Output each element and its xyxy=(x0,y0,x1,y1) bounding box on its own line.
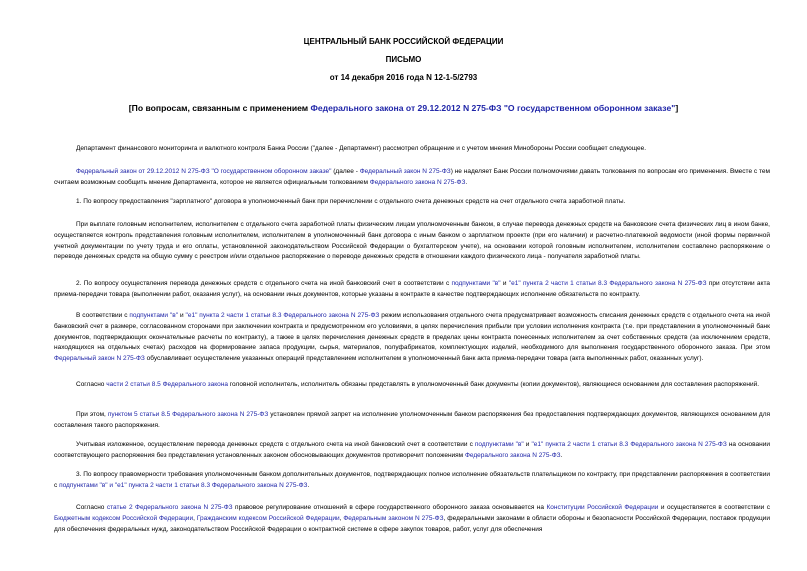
paragraph xyxy=(54,197,770,208)
paragraph-text: 1. По вопросу предоставления "зарплатного" договора в уполномоченный банк при перечислении с отдельного счета денежных средств на счет отдельного счета заработной платы. xyxy=(76,198,626,205)
subject-suffix: ] xyxy=(675,103,679,113)
paragraph-text: , xyxy=(193,514,197,522)
law-reference-link[interactable]: Федеральный закон N 275-ФЗ xyxy=(54,355,145,363)
law-reference-link[interactable]: Федерального закона N 275-ФЗ xyxy=(464,451,561,459)
law-reference-link[interactable]: подпунктами "в" xyxy=(474,441,524,448)
paragraph-text: При этом, xyxy=(76,411,108,418)
law-reference-link[interactable]: статье 2 Федерального закона N 275-ФЗ xyxy=(106,504,233,511)
paragraph-text: и осуществляется в соответствии с xyxy=(658,504,770,511)
paragraph-text: (далее - xyxy=(331,168,360,175)
law-reference-link[interactable]: подпунктами "в" xyxy=(451,280,501,287)
paragraph-text: установлен прямой запрет на исполнение уполномоченным банком распоряжения без предоставления подтверждающих документов, являющихся основанием для составления такого распоряжения. xyxy=(54,411,771,429)
paragraph-text: 2. По вопросу осуществления перевода денежных средств с отдельного счета на иной банковский счет в соответствии с xyxy=(76,280,452,287)
paragraph xyxy=(54,220,770,263)
paragraph-text: При выплате головным исполнителем, исполнителем с отдельного счета заработной платы физическим лицам уполномоченным банком, в случае перевода денежных средств на банковские счета физических лиц в ином банке, осуществляется контроль представления головным исполнителем, исполнителем в уполномоченный банк договора с иным банком о зарплатном проекте (при его наличии) и расчетно-платежной ведомости (иной формы первичной учетной документации по учету труда и его оплаты, установленной законодательством Российской Федерации о бухгалтерском учете), на основании которой головным исполнителем, исполнителем составлено распоряжение о переводе денежных средств на общую сумму с реестром и/или отдельное распоряжение о переводе денежных средств в отношении каждого физического лица - получателя заработной платы. xyxy=(54,221,770,261)
paragraph-text: Согласно xyxy=(76,504,107,511)
law-reference-link[interactable]: подпунктами "в" и "е1" пункта 2 части 1 статьи 8.3 Федерального закона N 275-ФЗ xyxy=(59,481,308,489)
paragraph-text: 3. По вопросу правомерности требования уполномоченным банком дополнительных документов, подтверждающих полное исполнение обязательств плательщиком по контракту, при представлении распоряжения в соответствии с xyxy=(54,471,770,489)
org-title: ЦЕНТРАЛЬНЫЙ БАНК РОССИЙСКОЙ ФЕДЕРАЦИИ xyxy=(303,37,504,46)
law-reference-link[interactable]: Федерального закона N 275-ФЗ xyxy=(369,178,466,186)
paragraph-text: , федеральными законами в области обороны и безопасности Российской Федерации, поставок продукции для обеспечения федеральных нужд, законодательством Российской Федерации о контрактной системе в сфере закупок товаров, работ, услуг для обеспечения xyxy=(54,514,770,533)
law-reference-link[interactable]: части 2 статьи 8.5 Федерального закона xyxy=(106,381,228,388)
law-reference-link[interactable]: пунктом 5 статьи 8.5 Федерального закона N 275-ФЗ xyxy=(107,411,269,418)
document-type: ПИСЬМО xyxy=(385,55,422,64)
paragraph-text: . xyxy=(560,451,563,459)
law-reference-link[interactable]: Бюджетным кодексом Российской Федерации xyxy=(54,514,194,522)
law-reference-link[interactable]: Федеральным законом N 275-ФЗ xyxy=(343,514,444,522)
paragraph xyxy=(54,279,770,301)
law-reference-link[interactable]: Гражданским кодексом Российской Федерации xyxy=(196,514,340,522)
paragraph xyxy=(54,503,770,535)
paragraph xyxy=(54,311,770,365)
law-reference-link[interactable]: Федеральный закон от 29.12.2012 N 275-ФЗ "О государственном оборонном заказе" xyxy=(76,168,332,175)
paragraph-text: ) не наделяет Банк России полномочиями давать толкования по вопросам его применения. Вместе с тем считаем возможным сообщить мнение Департамента, которое не является официальным толкованием xyxy=(54,168,770,186)
law-reference-link[interactable]: "е1" пункта 2 части 1 статьи 8.3 Федерального закона N 275-ФЗ xyxy=(508,280,707,287)
paragraph-text: при отсутствии акта приема-передачи товара (выполнении работ, оказания услуг), на основании иных документов, которые указаны в контракте в качестве подтверждающих исполнение обязательств по контракту. xyxy=(54,280,770,298)
paragraph-text: обуславливает осуществление указанных операций представлением исполнителем в уполномоченный банк акта приема-передачи товара (акта выполненных работ, оказанных услуг). xyxy=(144,355,704,363)
law-reference-link[interactable]: Федеральный закон N 275-ФЗ xyxy=(359,168,451,175)
paragraph-text: и xyxy=(178,312,186,319)
paragraph-text: правовое регулирование отношений в сфере государственного оборонного заказа основывается на xyxy=(232,504,547,511)
document-date-number: от 14 декабря 2016 года N 12-1-5/2793 xyxy=(329,73,478,82)
paragraph xyxy=(54,470,770,492)
paragraph xyxy=(54,144,770,155)
paragraph-text: головной исполнитель, исполнитель обязаны представлять в уполномоченный банк документы (копии документов), являющиеся основанием для составления распоряжений. xyxy=(228,381,760,388)
paragraph-text: Департамент финансового мониторинга и валютного контроля Банка России ("далее - Департамент) рассмотрел обращение и с учетом мнения Минобороны России сообщает следующее. xyxy=(76,145,647,152)
paragraph xyxy=(54,410,770,432)
law-reference-link[interactable]: "е1" пункта 2 части 1 статьи 8.3 Федерального закона N 275-ФЗ xyxy=(185,312,380,319)
paragraph xyxy=(54,440,770,462)
paragraph-text: В соответствии с xyxy=(76,312,130,319)
law-reference-link[interactable]: подпунктами "в" xyxy=(129,312,179,319)
subject-law-link[interactable]: Федерального закона от 29.12.2012 N 275-ФЗ "О государственном оборонном заказе" xyxy=(310,103,676,113)
paragraph-text: Согласно xyxy=(76,381,107,388)
paragraph-text: режим использования отдельного счета предусматривает возможность списания денежных средств с отдельного счета на иной банковский счет в размере, согласованном сторонами при заключении контракта и предусмотренном его условиями, в целях перечисления прибыли при условии исполнения контракта (т.е. при представлении в уполномоченный банк документов, подтверждающих окончательные расчеты по контракту), а также в целях перечисления денежных средств в пределах цены контракта понесенных исполнителем за счет собственных средств (за исключением средств, находящихся на отдельных счетах) расходов на формирование запаса продукции, сырья, материалов, полуфабрикатов, комплектующих изделий, необходимого для выполнения государственного оборонного заказа. При этом xyxy=(54,312,770,352)
paragraph-text: , xyxy=(339,514,344,522)
paragraph-text: на основании соответствующего распоряжения без представления установленных законом обосновывающих документов противоречит положениям xyxy=(54,441,771,459)
document-subject xyxy=(0,103,807,113)
paragraph-text: Учитывая изложенное, осуществление перевода денежных средств с отдельного счета на иной банковский счет в соответствии с xyxy=(76,441,475,448)
law-reference-link[interactable]: Конституции Российской Федерации xyxy=(546,504,659,511)
paragraph-text: . xyxy=(465,178,468,186)
paragraph-text: и xyxy=(523,441,532,448)
paragraph xyxy=(54,167,770,189)
paragraph-text: . xyxy=(307,481,310,489)
paragraph xyxy=(54,380,770,391)
subject-prefix: [По вопросам, связанным с применением xyxy=(128,103,311,113)
paragraph-text: и xyxy=(500,280,509,287)
law-reference-link[interactable]: "е1" пункта 2 части 1 статьи 8.3 Федерального закона N 275-ФЗ xyxy=(531,441,727,448)
